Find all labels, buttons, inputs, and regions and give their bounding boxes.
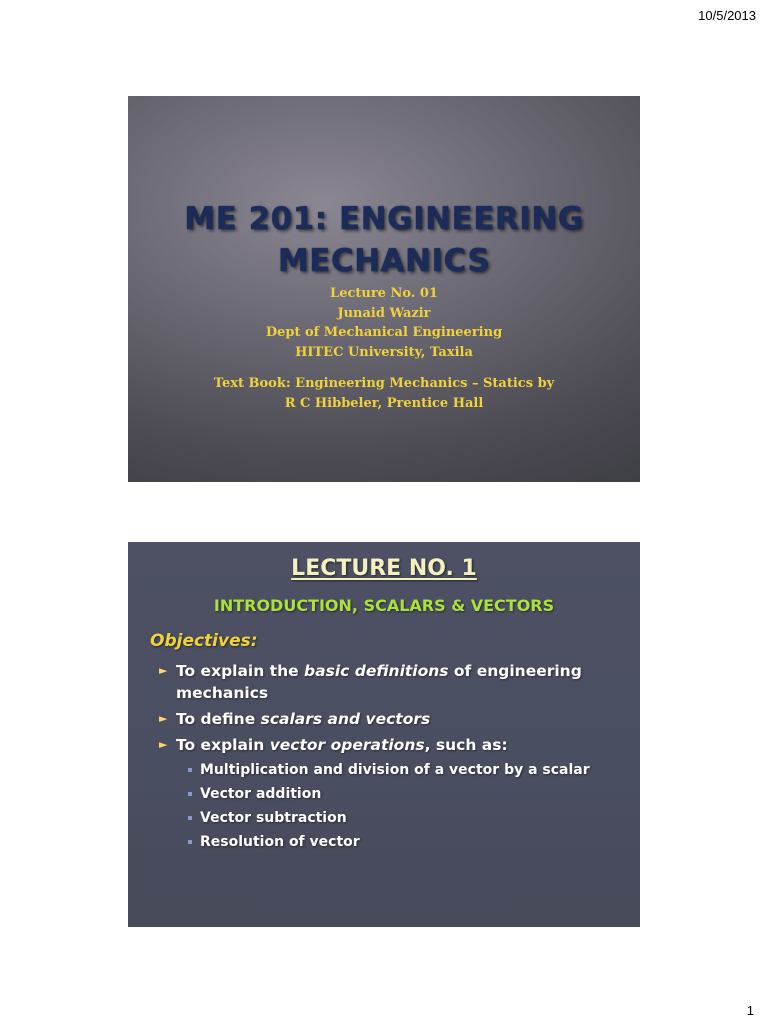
slide-2-subtitle: INTRODUCTION, SCALARS & VECTORS (213, 596, 555, 615)
bullet-arrow-icon: ► (159, 712, 168, 725)
university: HITEC University, Taxila (295, 344, 473, 360)
sub-list-item: Vector addition (128, 784, 640, 805)
square-bullet-icon (188, 792, 192, 796)
objectives-list (128, 660, 640, 856)
author-name: Junaid Wazir (337, 305, 431, 321)
page-date: 10/5/2013 (698, 8, 756, 23)
textbook-line-1: Text Book: Engineering Mechanics – Statics by (213, 376, 555, 391)
list-item: ► To explain vector operations, such as: (159, 736, 508, 754)
slide-1-title-line-2: MECHANICS (277, 243, 491, 279)
list-item: ► To define scalars and vectors (159, 710, 431, 728)
square-bullet-icon (188, 816, 192, 820)
bullet-arrow-icon: ► (159, 664, 168, 677)
slide-1 (128, 96, 640, 482)
department: Dept of Mechanical Engineering (265, 325, 503, 340)
lecture-number: Lecture No. 01 (330, 286, 438, 301)
bullet-arrow-icon: ► (159, 738, 168, 751)
slide-1-title-line-1: ME 201: ENGINEERING (184, 201, 584, 237)
sub-list-item: Multiplication and division of a vector by a scalar (128, 760, 640, 781)
slide-2 (128, 542, 640, 927)
square-bullet-icon (188, 768, 192, 772)
square-bullet-icon (188, 840, 192, 844)
slide-1-title (128, 198, 640, 282)
objectives-label: Objectives: (150, 631, 258, 651)
textbook-line-2: R C Hibbeler, Prentice Hall (284, 395, 484, 411)
sub-list-item: Vector subtraction (128, 808, 640, 829)
sub-list-item: Resolution of vector (128, 832, 640, 853)
page-number: 1 (746, 1003, 754, 1018)
slide-2-title: LECTURE NO. 1 (291, 556, 477, 581)
slide-1-info (128, 284, 640, 413)
list-item: ► To explain the basic definitions of engineering mechanics (159, 662, 582, 702)
